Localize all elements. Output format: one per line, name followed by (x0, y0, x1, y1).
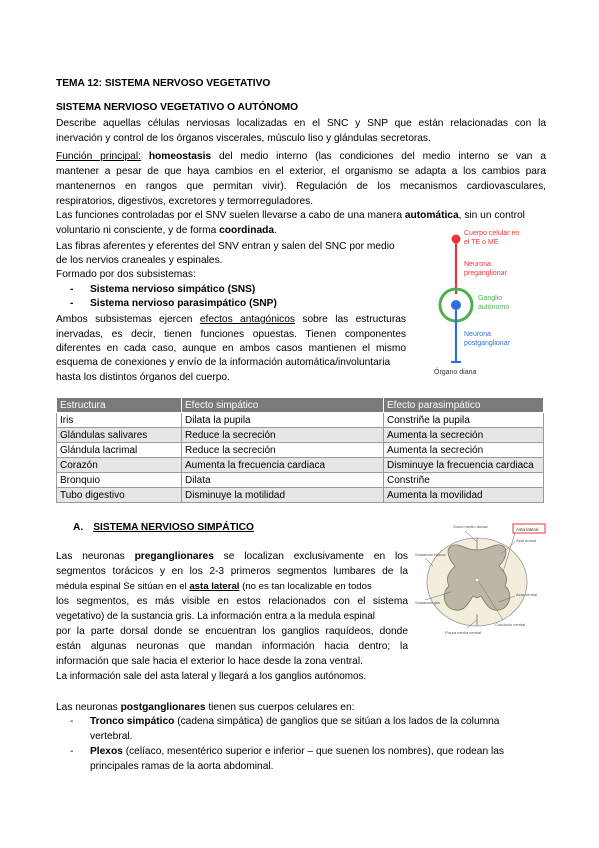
funcion-line-4: respiratorios, digestivos, excretores y termorreguladores. (56, 196, 314, 207)
lbl-conducto: Conducto central (495, 622, 526, 627)
simp-bold: preganglionares (134, 551, 214, 562)
simp3-a: médula espinal Se sitúan en el (56, 581, 190, 592)
label-post-2: postganglionar (464, 340, 510, 347)
funcion-line-3: mantenernos en rangos que permitan vivir). Regulación de los mecanismos cardiovasculares, (56, 181, 546, 192)
effects-table (56, 397, 544, 503)
simp3-bold: asta lateral (189, 581, 240, 592)
table-cell: Glándula lacrimal (57, 443, 182, 458)
fibras-line-2: de los nervios craneales y espinales. (56, 255, 223, 266)
section-letter: A. (73, 522, 84, 533)
table-cell: Reduce la secreción (182, 428, 384, 443)
simp-line-1 (56, 549, 408, 564)
autom-text-c: , sin un control (458, 210, 525, 221)
table-row (57, 428, 544, 443)
ganglion-neuron-dot (451, 300, 461, 310)
subsystem-item-sns: - Sistema nervioso simpático (SNS) (70, 284, 256, 295)
label-ganglion-1: Ganglio (478, 295, 503, 302)
subsystem-label: Sistema nervioso parasimpático (SNP) (90, 298, 277, 309)
ambos-underlined: efectos antagónicos (199, 314, 295, 325)
ambos-line-1 (56, 312, 406, 327)
bullet-tronco: - Tronco simpático (cadena simpática) de ganglios que se sitúan a los lados de la columna (70, 716, 500, 727)
table-cell: Iris (57, 413, 182, 428)
table-cell: Reduce la secreción (182, 443, 384, 458)
fibras-line-1: Las fibras aferentes y eferentes del SNV entran y salen del SNC por medio (56, 241, 395, 252)
ambos-a: Ambos subsistemas ejercen (56, 314, 200, 325)
subsystem-item-snp: - Sistema nervioso parasimpático (SNP) (70, 298, 277, 309)
bullet-tronco-cont: vertebral. (90, 731, 133, 742)
page-title: TEMA 12: SISTEMA NERVOSO VEGETATIVO (56, 78, 271, 89)
table-row (57, 488, 544, 503)
autom2-text-a: voluntario ni consciente, y de forma (56, 225, 220, 236)
table-cell: Constriñe la pupila (384, 413, 544, 428)
autom2-bold: coordinada (219, 225, 275, 236)
ambos-line-3: diferentes en cada caso, aunque en ambos casos mantienen el mismo (56, 343, 406, 354)
spinal-cord-diagram (415, 520, 550, 638)
table-header-row (57, 398, 544, 413)
table-row (57, 443, 544, 458)
funcion-term: homeostasis (148, 151, 212, 162)
post-line (56, 700, 546, 715)
col-header: Estructura (57, 398, 182, 413)
subsystem-label: Sistema nervioso simpático (SNS) (90, 284, 256, 295)
simp-line-3 (56, 579, 408, 594)
bullet-plexos-bold: Plexos (90, 746, 123, 757)
table-cell: Dilata (182, 473, 384, 488)
formado-line: Formado por dos subsistemas: (56, 269, 196, 280)
label-post-1: Neurona (464, 331, 491, 338)
autom-bold: automática (404, 210, 459, 221)
table-cell: Bronquio (57, 473, 182, 488)
simp-line-6: por la parte dorsal donde se encuentran los ganglios raquídeos, donde (56, 626, 408, 637)
post-a: Las neuronas (56, 702, 121, 713)
table-cell: Tubo digestivo (57, 488, 182, 503)
table-cell: Aumenta la secreción (384, 443, 544, 458)
autom2-text-c: . (274, 225, 277, 236)
section-a-heading (73, 520, 254, 535)
simp-line-4: los segmentos, es más visible en estos relacionados con el sistema (56, 596, 408, 607)
table-cell: Aumenta la secreción (384, 428, 544, 443)
ambos-line-5: hasta los distintos órganos del cuerpo. (56, 372, 230, 383)
bullet-plexos-text: (celíaco, mesentérico superior e inferior – que suenen los nombres), que rodean las (122, 746, 504, 757)
label-pre-2: preganglionar (464, 270, 507, 277)
lbl-sustancia-blanca: Sustancia blanca (415, 552, 446, 557)
table-cell: Aumenta la frecuencia cardiaca (182, 458, 384, 473)
autom-line-1 (56, 208, 546, 223)
simp-line-2: segmentos torácicos y en los 2-3 primeros segmentos lumbares de la (56, 566, 408, 577)
label-organ: Órgano diana (434, 369, 477, 376)
table-row (57, 473, 544, 488)
cell-body-dot (452, 235, 461, 244)
lbl-sustancia-gris: Sustancia gris (415, 600, 441, 605)
intro-line-1: Describe aquellas células nerviosas localizadas en el SNC y SNP que están relacionadas con la (56, 118, 546, 129)
section-a-title: SISTEMA NERVIOSO SIMPÁTICO (93, 522, 254, 533)
simp-c: se localizan exclusivamente en los (213, 551, 408, 562)
lbl-surco: Surco medio dorsal (453, 524, 488, 529)
bullet-plexos-cont: principales ramas de la aorta abdominal. (90, 761, 274, 772)
lbl-asta-lateral: Asta lateral (516, 527, 539, 532)
simp3-c: (no es tan localizable en todos (239, 581, 372, 592)
bullet-tronco-text: (cadena simpática) de ganglios que se sitúan a los lados de la columna (174, 716, 500, 727)
central-canal (475, 578, 479, 582)
simp-line-8: información que sale hacia el exterior lo hace desde la zona ventral. (56, 656, 363, 667)
ambos-c: sobre las estructuras (295, 314, 406, 325)
simp-a: Las neuronas (56, 551, 135, 562)
post-c: tienen sus cuerpos celulares en: (205, 702, 355, 713)
bullet-plexos: - Plexos (celíaco, mesentérico superior e inferior – que suenen los nombres), que rodean las (70, 746, 504, 757)
ambos-line-4: esquema de conexiones y envío de la información automática/involuntaria (56, 357, 391, 368)
pointer-white (425, 558, 433, 566)
table-cell: Constriñe (384, 473, 544, 488)
ambos-line-2: inervadas, es decir, tienen funciones opuestas. Tienen componentes (56, 329, 406, 340)
table-row (57, 413, 544, 428)
lbl-asta-dorsal: Asta dorsal (516, 538, 537, 543)
table-cell: Corazón (57, 458, 182, 473)
funcion-line-1 (56, 149, 546, 164)
autom-text-a: Las funciones controladas por el SNV suelen llevarse a cabo de una manera (56, 210, 405, 221)
table-row (57, 458, 544, 473)
section-heading: SISTEMA NERVIOSO VEGETATIVO O AUTÓNOMO (56, 102, 299, 113)
col-header: Efecto parasimpático (384, 398, 544, 413)
funcion-rest: del medio interno (las condiciones del medio interno se van a (211, 151, 547, 162)
table-cell: Disminuye la motilidad (182, 488, 384, 503)
intro-line-2: inervación y control de los órganos viscerales, músculo liso y glándulas secretoras. (56, 133, 431, 144)
simp-line-5: vegetativo) de la sustancia gris. La información entra a la medula espinal (56, 611, 375, 622)
label-cell-body-2: el TE o ME (464, 239, 499, 246)
label-cell-body-1: Cuerpo celular en (464, 230, 520, 237)
funcion-label: Función principal: (56, 151, 141, 162)
table-cell: Disminuye la frecuencia cardiaca (384, 458, 544, 473)
simp-line-7: están algunas neuronas que mandan información hacia dentro; la (56, 641, 408, 652)
label-pre-1: Neurona (464, 261, 491, 268)
funcion-line-2: mantener a pesar de que haya cambios en el exterior, el organismo se adapta a los cambios para (56, 166, 546, 177)
table-cell: Aumenta la movilidad (384, 488, 544, 503)
col-header: Efecto simpático (182, 398, 384, 413)
post-bold: postganglionares (120, 702, 206, 713)
autonomic-neuron-diagram (420, 224, 550, 376)
label-ganglion-2: autónomo (478, 304, 510, 311)
bullet-tronco-bold: Tronco simpático (90, 716, 175, 727)
lbl-fisura: Fisura media ventral (445, 630, 482, 635)
lbl-asta-ventral: Asta ventral (516, 592, 538, 597)
table-cell: Dilata la pupila (182, 413, 384, 428)
simp-line-9: La información sale del asta lateral y llegará a los ganglios autónomos. (56, 671, 367, 682)
table-cell: Glándulas salivares (57, 428, 182, 443)
